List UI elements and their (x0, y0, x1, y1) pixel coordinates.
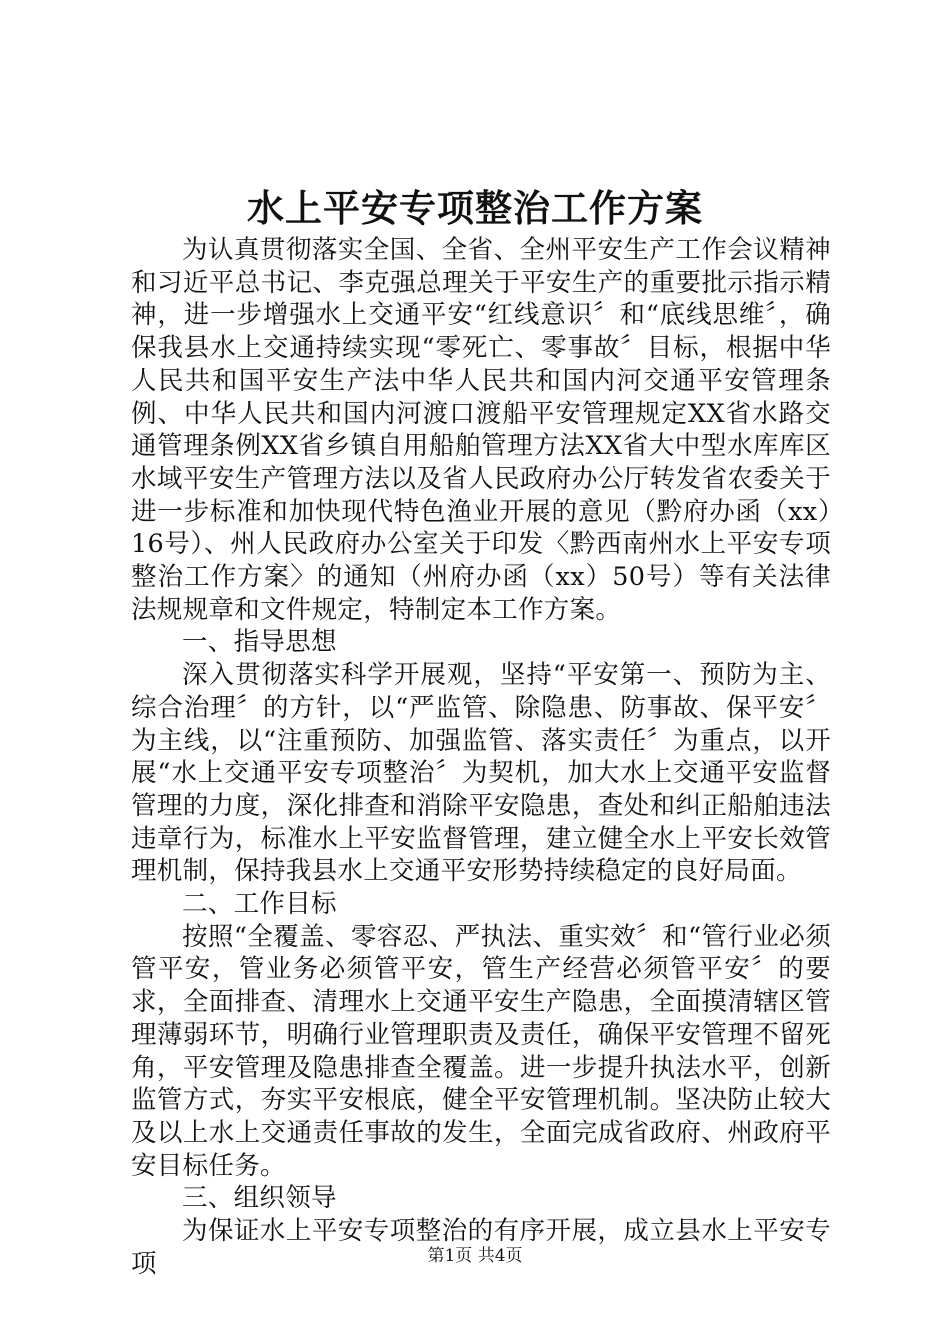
section-heading-organization: 三、组织领导 (182, 1183, 337, 1214)
document-body (131, 234, 831, 1281)
document-title: 水上平安专项整治工作方案 (247, 186, 703, 230)
section-paragraph-guiding-ideology: 深入贯彻落实科学开展观，坚持“平安第一、预防为主、综合治理〞的方针，以“严监管、除隐患、防事故、保平安〞为主线，以“注重预防、加强监管、落实责任〞为重点，以开展“水上交通平安专项整治〞为契机，加大水上交通平安监督管理的力度，深化排查和消除平安隐患，查处和纠正船舶违法违章行为，标准水上平安监督管理，建立健全水上平安长效管理机制，保持我县水上交通平安形势持续稳定的良好局面。 (131, 660, 831, 887)
intro-paragraph: 为认真贯彻落实全国、全省、全州平安生产工作会议精神和习近平总书记、李克强总理关于平安生产的重要批示指示精神，进一步增强水上交通平安“红线意识〞和“底线思维〞，确保我县水上交通持续实现“零死亡、零事故〞目标，根据中华人民共和国平安生产法中华人民共和国内河交通平安管理条例、中华人民共和国内河渡口渡船平安管理规定XX省水路交通管理条例XX省乡镇自用船舶管理方法XX省大中型水库库区水域平安生产管理方法以及省人民政府办公厅转发省农委关于进一步标准和加快现代特色渔业开展的意见（黔府办函（xx）16号）、州人民政府办公室关于印发〈黔西南州水上平安专项整治工作方案〉的通知（州府办函（xx）50号）等有关法律法规规章和文件规定，特制定本工作方案。 (131, 235, 831, 625)
section-paragraph-work-goals: 按照“全覆盖、零容忍、严执法、重实效〞和“管行业必须管平安，管业务必须管平安，管生产经营必须管平安〞的要求，全面排查、清理水上交通平安生产隐患，全面摸清辖区管理薄弱环节，明确行业管理职责及责任，确保平安管理不留死角，平安管理及隐患排查全覆盖。进一步提升执法水平，创新监管方式，夯实平安根底，健全平安管理机制。坚决防止较大及以上水上交通责任事故的发生，全面完成省政府、州政府平安目标任务。 (131, 921, 831, 1181)
section-heading-guiding-ideology: 一、指导思想 (182, 627, 337, 658)
section-paragraph-organization: 为保证水上平安专项整治的有序开展，成立县水上平安专项 (131, 1216, 831, 1279)
page-number-footer: 第1页 共4页 (427, 1246, 523, 1266)
section-heading-work-goals: 二、工作目标 (182, 889, 337, 920)
